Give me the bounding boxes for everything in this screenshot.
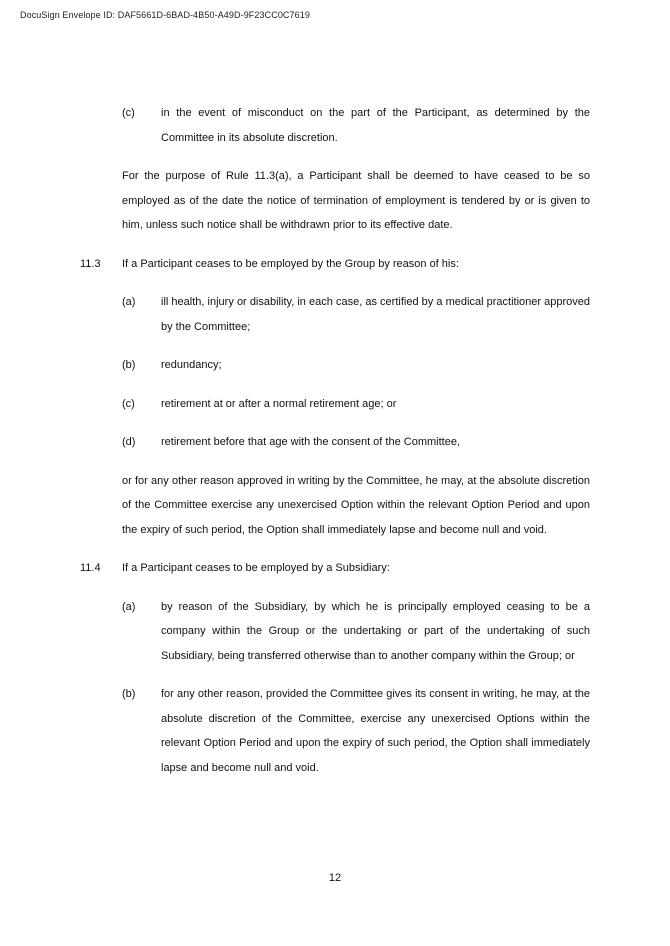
subitem-row bbox=[122, 290, 590, 339]
clause-text: If a Participant ceases to be employed by a Subsidiary: bbox=[122, 562, 390, 574]
subitem-text: redundancy; bbox=[161, 359, 222, 371]
subitem-text: ill health, injury or disability, in each case, as certified by a medical practitioner approved by the Committee; bbox=[161, 296, 590, 333]
clause-number: 11.3 bbox=[80, 257, 101, 270]
document-content bbox=[80, 101, 590, 794]
clause-number: 11.4 bbox=[80, 562, 101, 574]
subitem-row bbox=[122, 430, 590, 455]
subitem-label: (a) bbox=[122, 296, 136, 308]
subitem-label: (c) bbox=[122, 397, 135, 410]
subitem-row bbox=[122, 392, 590, 417]
subitem-label: (c) bbox=[122, 107, 135, 119]
paragraph: For the purpose of Rule 11.3(a), a Participant shall be deemed to have ceased to be so employed as of the date the notice of termination of employment is tendered by or is given to him, unless such notice shall be withdrawn prior to its effective date. bbox=[122, 170, 590, 231]
subitem-text: retirement at or after a normal retirement age; or bbox=[161, 397, 397, 410]
subitem-text: by reason of the Subsidiary, by which he is principally employed ceasing to be a company within the Group or the undertaking or part of the undertaking of such Subsidiary, being transferred otherwise than to another company within the Group; or bbox=[161, 600, 590, 662]
subitem-row bbox=[122, 353, 590, 378]
docusign-envelope-id: DocuSign Envelope ID: DAF5661D-6BAD-4B50-A49D-9F23CC0C7619 bbox=[20, 10, 310, 20]
subitem-row bbox=[122, 595, 590, 669]
clause-row bbox=[80, 252, 590, 277]
page-number: 12 bbox=[328, 872, 342, 884]
paragraph: or for any other reason approved in writing by the Committee, he may, at the absolute discretion of the Committee exercise any unexercised Option within the relevant Option Period and upon the expiry of such period, the Option shall immediately lapse and become null and void. bbox=[122, 474, 590, 536]
subitem-text: for any other reason, provided the Committee gives its consent in writing, he may, at the absolute discretion of the Committee, exercise any unexercised Options within the relevant Option Period and upon the expiry of such period, the Option shall immediately lapse and become null and void. bbox=[161, 688, 590, 774]
subitem-row bbox=[122, 682, 590, 780]
subitem-text: retirement before that age with the consent of the Committee, bbox=[161, 436, 460, 448]
subitem-label: (d) bbox=[122, 436, 136, 448]
clause-text: If a Participant ceases to be employed by the Group by reason of his: bbox=[122, 257, 459, 270]
subitem-label: (a) bbox=[122, 600, 136, 613]
clause-row bbox=[80, 556, 590, 581]
subitem-label: (b) bbox=[122, 359, 136, 371]
subitem-row bbox=[122, 101, 590, 150]
subitem-label: (b) bbox=[122, 688, 136, 700]
subitem-text: in the event of misconduct on the part of the Participant, as determined by the Committee in its absolute discretion. bbox=[161, 107, 590, 144]
